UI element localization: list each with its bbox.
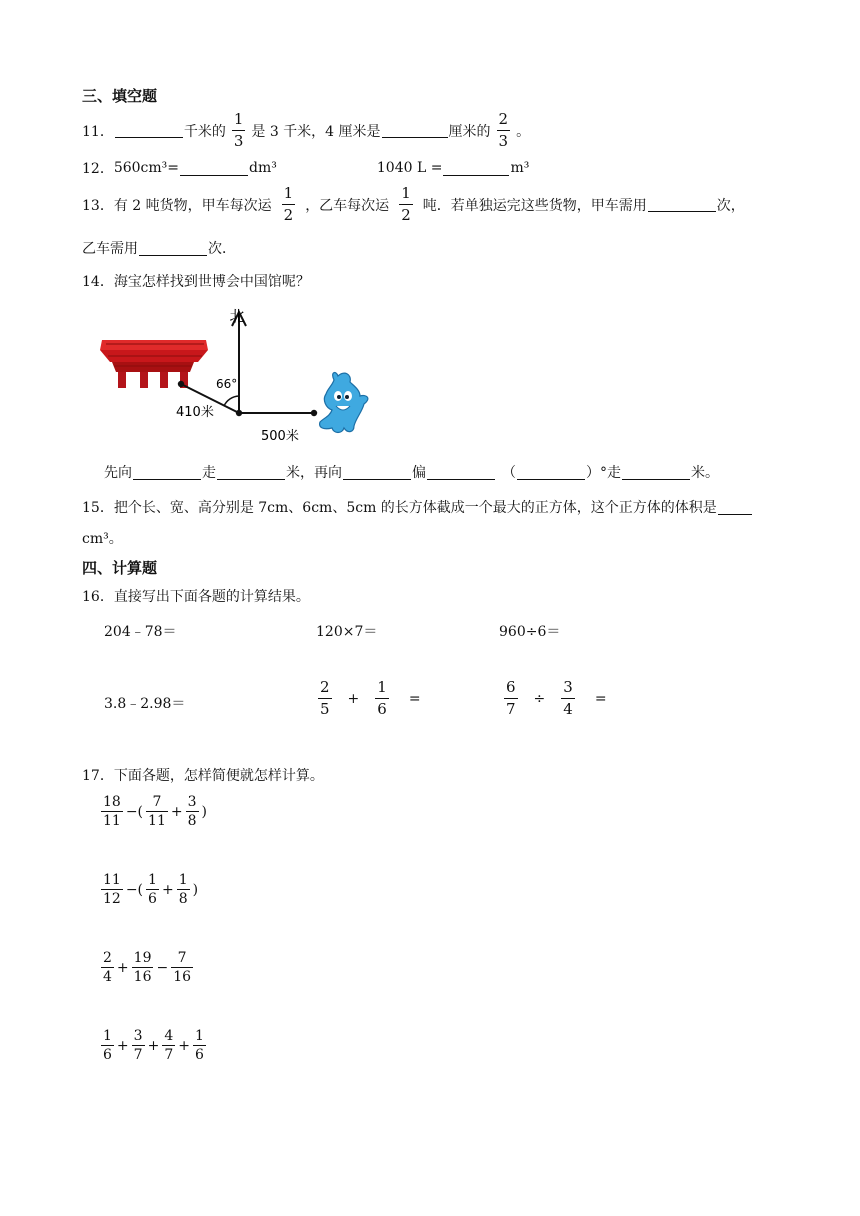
question-text: 偏 [412,465,426,481]
answer-blank[interactable] [648,197,716,212]
question-text: 厘米的 [448,123,491,140]
expression-4: $\frac{1}{6}$ + $\frac{3}{7}$ + $\frac{4}{7}$ + $\frac{1}{6}$ [103,1028,204,1063]
distance-label-1: 410米 [176,405,214,420]
question-text: 直接写出下面各题的计算结果。 [113,589,310,605]
question-number: 17． [82,768,114,784]
north-label: 北 [229,307,245,325]
question-13 [82,186,745,223]
answer-blank[interactable] [718,500,752,515]
question-text: ，乙车每次运 [305,197,390,214]
question-text: 走 [202,465,216,481]
question-text: 次． [208,241,236,257]
question-text: 千米的 [183,123,226,140]
expression-1: $\frac{18}{11}$ −( $\frac{7}{11}$ + $\frac{3}{8}$ ) [103,794,207,829]
question-15 [82,497,753,517]
question-text: （ [502,465,516,481]
calc-item: 204﹣78＝ [104,624,177,640]
question-14 [82,271,310,291]
question-text: 先向 [104,465,132,481]
answer-blank[interactable] [443,161,509,176]
question-text: 。 [516,123,531,140]
question-number: 14． [82,274,114,290]
answer-blank[interactable] [139,241,207,256]
angle-label: 66° [216,377,238,391]
question-13-line-2 [82,238,236,258]
question-text: 把个长、宽、高分别是 7cm、6cm、5cm 的长方体截成一个最大的正方体，这个正方体的体积是 [113,500,717,516]
section-title-fill-blank: 三、填空题 [82,87,158,105]
answer-blank[interactable] [180,161,248,176]
question-text: 吨．若单独运完这些货物，甲车需用 [422,197,647,214]
fraction-one-half: $\frac{1}{2}$ [401,184,411,224]
question-11 [82,112,530,149]
question-17 [82,765,324,785]
distance-label-2: 500米 [261,429,299,444]
question-text: 有 2 吨货物，甲车每次运 [113,197,272,214]
question-text: 海宝怎样找到世博会中国馆呢？ [113,274,310,290]
expression-3: $\frac{2}{4}$ + $\frac{19}{16}$ − $\frac{7}{16}$ [103,950,192,985]
answer-blank[interactable] [622,465,690,480]
question-15-unit: cm³。 [82,531,123,547]
haibao-mascot-image [320,373,368,433]
question-number: 13． [82,197,114,214]
question-text: 560cm³= [113,160,180,176]
answer-blank[interactable] [427,465,495,480]
calc-item: 3.8﹣2.98＝ [104,696,186,712]
unit-label: dm³ [249,160,277,176]
question-number: 11． [82,123,114,140]
unit-label: m³ [510,160,530,176]
answer-blank[interactable] [517,465,585,480]
angle-arc [224,396,239,406]
calc-item-fraction-divide: $\frac{6}{7}$ ÷ $\frac{3}{4}$ = [506,678,607,718]
question-text: 下面各题，怎样简便就怎样计算。 [113,768,324,784]
question-16 [82,586,310,606]
question-text: 1040 L = [376,160,443,176]
fraction-one-third: $\frac{1}{3}$ [233,110,244,150]
answer-blank[interactable] [382,123,448,138]
answer-blank[interactable] [217,465,285,480]
section-title-calculation: 四、计算题 [82,559,158,577]
question-text: 是 3 千米，4 厘米是 [251,123,381,140]
china-pavilion-image [100,340,208,388]
question-text: 次， [716,197,745,214]
answer-blank[interactable] [115,123,183,138]
question-text: ）°走 [586,465,621,481]
question-14-fill [104,462,719,482]
expression-2: $\frac{11}{12}$ −( $\frac{1}{6}$ + $\frac{1}{8}$ ) [103,872,199,907]
question-text: 乙车需用 [82,241,138,257]
fraction-one-half: $\frac{1}{2}$ [283,184,294,224]
question-12 [82,158,529,178]
calc-item-fraction-add: $\frac{2}{5}$ + $\frac{1}{6}$ = [320,678,421,718]
question-text: 米，再向 [286,465,342,481]
question-text: 米。 [691,465,719,481]
fraction-two-thirds: $\frac{2}{3}$ [498,110,509,150]
calc-item: 960÷6＝ [499,624,561,640]
direction-figure [98,300,388,450]
answer-blank[interactable] [343,465,411,480]
question-number: 16． [82,589,114,605]
question-number: 12． [82,161,114,177]
answer-blank[interactable] [133,465,201,480]
question-number: 15． [82,500,114,516]
calc-item: 120×7＝ [316,624,378,640]
